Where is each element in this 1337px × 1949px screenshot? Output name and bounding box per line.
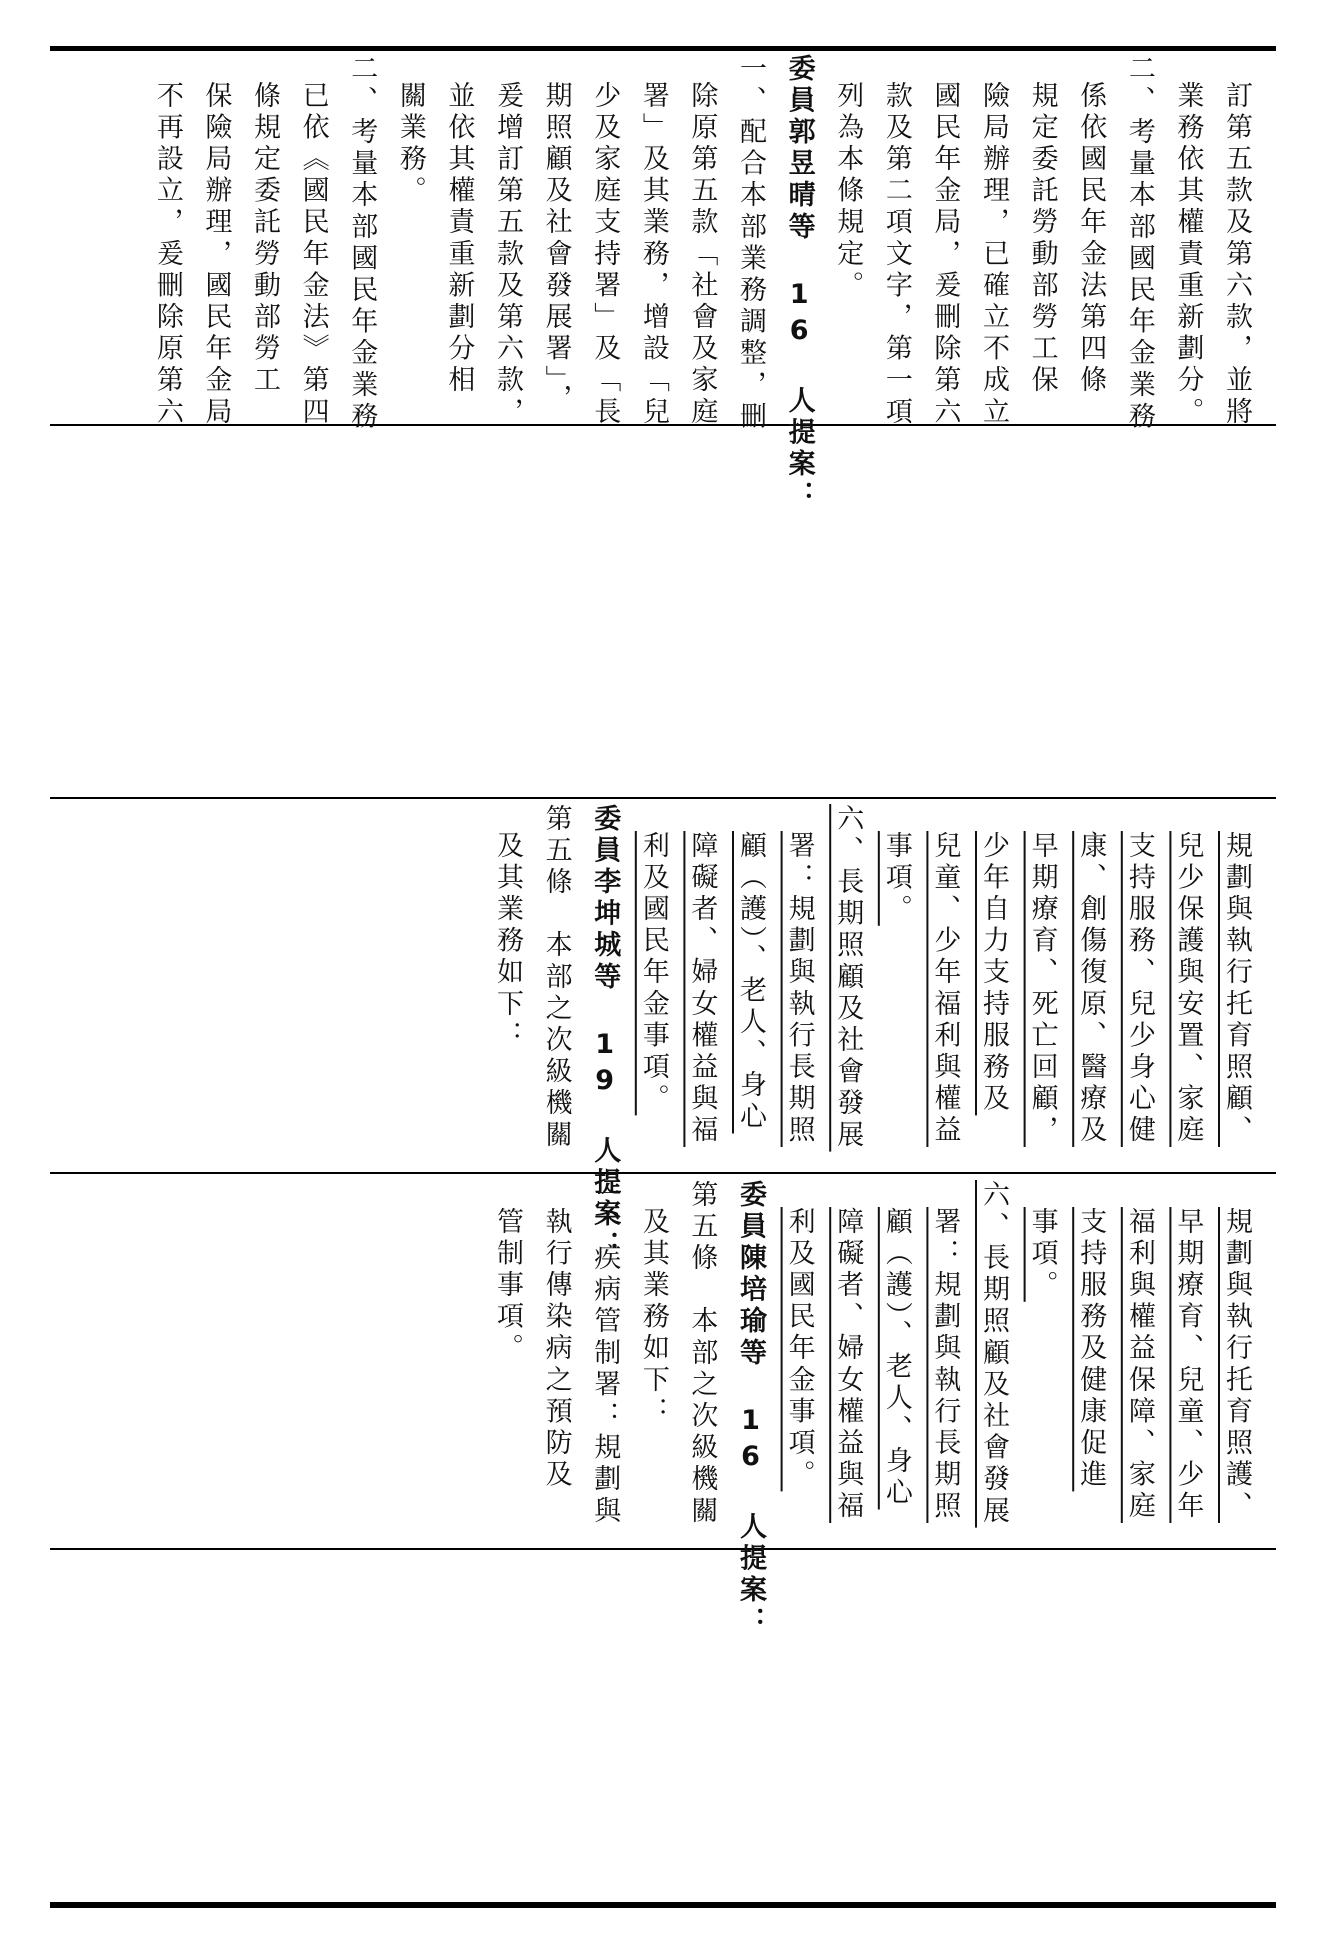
text-column: 少及家庭支持署」及「長: [589, 81, 621, 429]
text-column: 規定委託勞動部勞工保: [1026, 81, 1058, 397]
text-column: 除原第五款「社會及家庭: [686, 81, 718, 429]
text-column: 訂第五款及第六款，並將: [1221, 81, 1252, 429]
text-column: 及其業務如下：: [637, 1207, 669, 1429]
text-column: 少年自力支持服務及: [978, 831, 1009, 1116]
text-column: 一、配合本部業務調整，刪: [735, 54, 766, 434]
text-column: 險局辦理，已確立不成立: [978, 81, 1009, 429]
bottom-rule: [50, 1902, 1276, 1908]
text-column: 兒童、少年福利與權益: [929, 831, 961, 1147]
text-column: 障礙者、婦女權益與福: [832, 1207, 864, 1523]
divider-4: [50, 1548, 1276, 1550]
text-column: 利及國民年金事項。: [637, 831, 669, 1116]
text-column: 列為本條規定。: [832, 81, 864, 303]
text-column: 康、創傷復原、醫療及: [1075, 831, 1107, 1147]
text-column: 署：規劃與執行長期照: [929, 1207, 961, 1523]
text-column: 署：規劃與執行長期照: [783, 831, 815, 1147]
text-column: 早期療育、兒童、少年: [1172, 1207, 1204, 1523]
text-column: 爰增訂第五款及第六款，: [492, 81, 523, 429]
text-column: 事項。: [1026, 1207, 1058, 1302]
text-column: 兒少保護與安置、家庭: [1172, 831, 1204, 1147]
text-column: 國民年金局，爰刪除第六: [929, 81, 961, 429]
text-column: 及其業務如下：: [492, 831, 523, 1053]
text-column: 利及國民年金事項。: [783, 1207, 815, 1492]
text-column: 係依國民年金法第四條: [1075, 81, 1107, 397]
text-column: 保險局辦理，國民年金局: [200, 81, 232, 429]
text-column: 顧（護）、老人、身心: [880, 1207, 912, 1510]
text-column: 委員陳培瑜等 16 人提案：: [735, 1180, 766, 1639]
text-column: 不再設立，爰刪除原第六: [151, 81, 183, 429]
text-column: 六、長期照顧及社會發展: [832, 804, 864, 1152]
text-column: 管制事項。: [492, 1207, 523, 1365]
text-column: 障礙者、婦女權益與福: [686, 831, 718, 1147]
text-column: 支持服務及健康促進: [1075, 1207, 1107, 1492]
text-column: 一、疾病管制署：規劃與: [589, 1180, 621, 1528]
text-column: 期照顧及社會發展署」，: [540, 81, 572, 416]
top-rule: [50, 46, 1276, 51]
text-column: 款及第二項文字，第一項: [880, 81, 912, 429]
text-column: 第五條 本部之次級機關: [686, 1180, 718, 1528]
text-column: 支持服務、兒少身心健: [1123, 831, 1155, 1147]
text-column: 二、考量本部國民年金業務: [1123, 54, 1155, 434]
divider-2: [50, 797, 1276, 799]
text-column: 署」及其業務，增設「兒: [637, 81, 669, 429]
text-column: 六、長期照顧及社會發展: [978, 1180, 1009, 1528]
divider-3: [50, 1172, 1276, 1174]
text-column: 規劃與執行托育照護、: [1221, 1207, 1252, 1523]
text-column: 第五條 本部之次級機關: [540, 804, 572, 1152]
text-column: 執行傳染病之預防及: [540, 1207, 572, 1492]
text-column: 業務依其權責重新劃分。: [1172, 81, 1204, 429]
text-column: 福利與權益保障、家庭: [1123, 1207, 1155, 1523]
text-column: 事項。: [880, 831, 912, 926]
text-column: 二、考量本部國民年金業務: [346, 54, 378, 434]
text-column: 關業務。: [394, 81, 426, 208]
text-column: 委員郭昱晴等 16 人提案：: [783, 54, 815, 513]
text-column: 條規定委託勞動部勞工: [249, 81, 280, 397]
text-column: 顧（護）、老人、身心: [735, 831, 766, 1134]
text-column: 早期療育、死亡回顧，: [1026, 831, 1058, 1147]
text-column: 規劃與執行托育照顧、: [1221, 831, 1252, 1147]
text-column: 委員李坤城等 19 人提案：: [589, 804, 621, 1263]
text-column: 並依其權責重新劃分相: [443, 81, 475, 397]
text-column: 已依《國民年金法》第四: [297, 81, 329, 429]
